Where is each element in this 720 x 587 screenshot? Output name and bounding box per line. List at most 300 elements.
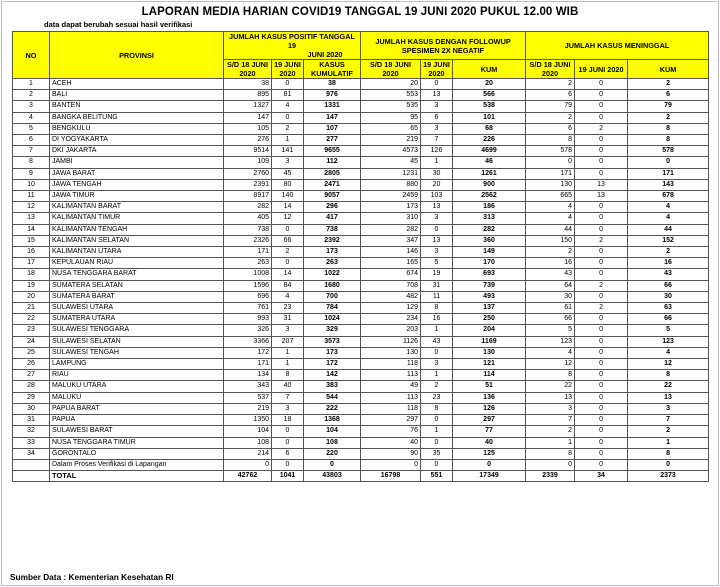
total-positive-cumulative: 43803 (304, 471, 361, 482)
row-followup-sd18: 130 (361, 347, 421, 358)
row-no: 15 (13, 235, 50, 246)
row-positive-19: 8 (272, 370, 304, 381)
row-province: SUMATERA UTARA (50, 314, 224, 325)
row-deaths-19: 0 (575, 112, 628, 123)
row-deaths-cumulative: 678 (628, 191, 709, 202)
row-positive-19: 6 (272, 448, 304, 459)
row-followup-sd18: 118 (361, 359, 421, 370)
row-no: 31 (13, 415, 50, 426)
row-positive-sd18: 1596 (224, 280, 272, 291)
total-followup-19: 551 (421, 471, 453, 482)
row-province: BANGKA BELITUNG (50, 112, 224, 123)
row-no: 28 (13, 381, 50, 392)
row-deaths-19: 0 (575, 101, 628, 112)
row-province: RIAU (50, 370, 224, 381)
row-positive-sd18: 171 (224, 247, 272, 258)
row-followup-sd18: 49 (361, 381, 421, 392)
row-followup-19: 3 (421, 247, 453, 258)
row-followup-cumulative: 226 (453, 135, 526, 146)
row-positive-sd18: 2760 (224, 168, 272, 179)
row-followup-sd18: 1126 (361, 336, 421, 347)
row-no: 25 (13, 347, 50, 358)
row-followup-19: 8 (421, 403, 453, 414)
row-positive-19: 14 (272, 202, 304, 213)
row-province: JAWA TIMUR (50, 191, 224, 202)
row-followup-cumulative: 77 (453, 426, 526, 437)
row-deaths-sd18: 22 (526, 381, 575, 392)
row-followup-sd18: 165 (361, 258, 421, 269)
row-deaths-sd18: 171 (526, 168, 575, 179)
table-row (13, 325, 709, 336)
row-no: 2 (13, 90, 50, 101)
row-province: KALIMANTAN TENGAH (50, 224, 224, 235)
row-followup-19: 3 (421, 123, 453, 134)
row-followup-19: 0 (421, 347, 453, 358)
row-followup-cumulative: 313 (453, 213, 526, 224)
row-deaths-cumulative: 0 (628, 157, 709, 168)
row-no: 23 (13, 325, 50, 336)
row-positive-cumulative: 173 (304, 247, 361, 258)
row-deaths-cumulative: 0 (628, 459, 709, 470)
row-no: 17 (13, 258, 50, 269)
table-row (13, 258, 709, 269)
row-province: BENGKULU (50, 123, 224, 134)
row-deaths-19: 2 (575, 280, 628, 291)
row-deaths-sd18: 79 (526, 101, 575, 112)
table-row (13, 269, 709, 280)
total-positive-19: 1041 (272, 471, 304, 482)
row-followup-sd18: 482 (361, 291, 421, 302)
row-positive-19: 4 (272, 291, 304, 302)
row-followup-cumulative: 360 (453, 235, 526, 246)
row-province: NUSA TENGGARA TIMUR (50, 437, 224, 448)
row-province: KALIMANTAN UTARA (50, 247, 224, 258)
row-followup-19: 1 (421, 370, 453, 381)
row-followup-cumulative: 4699 (453, 146, 526, 157)
row-positive-sd18: 993 (224, 314, 272, 325)
row-followup-sd18: 297 (361, 415, 421, 426)
row-province: SULAWESI BARAT (50, 426, 224, 437)
row-followup-sd18: 708 (361, 280, 421, 291)
header-group-deaths: JUMLAH KASUS MENINGGAL (526, 32, 709, 60)
row-no: 9 (13, 168, 50, 179)
row-deaths-sd18: 578 (526, 146, 575, 157)
row-deaths-sd18: 1 (526, 437, 575, 448)
table-row (13, 426, 709, 437)
row-province: SUMATERA SELATAN (50, 280, 224, 291)
row-deaths-sd18: 8 (526, 370, 575, 381)
row-followup-cumulative: 20 (453, 79, 526, 90)
table-row (13, 146, 709, 157)
row-followup-sd18: 310 (361, 213, 421, 224)
row-deaths-19: 0 (575, 269, 628, 280)
row-no: 8 (13, 157, 50, 168)
row-positive-sd18: 343 (224, 381, 272, 392)
row-deaths-sd18: 43 (526, 269, 575, 280)
row-deaths-cumulative: 3 (628, 403, 709, 414)
row-deaths-19: 0 (575, 146, 628, 157)
row-followup-sd18: 203 (361, 325, 421, 336)
row-deaths-cumulative: 578 (628, 146, 709, 157)
row-deaths-19: 0 (575, 135, 628, 146)
row-followup-19: 31 (421, 280, 453, 291)
row-province: MALUKU UTARA (50, 381, 224, 392)
row-followup-sd18: 76 (361, 426, 421, 437)
row-followup-cumulative: 0 (453, 459, 526, 470)
row-followup-19: 103 (421, 191, 453, 202)
header-followup-sd18: S/D 18 JUNI 2020 (361, 60, 421, 79)
row-positive-sd18: 1327 (224, 101, 272, 112)
row-province: PAPUA BARAT (50, 403, 224, 414)
row-followup-19: 43 (421, 336, 453, 347)
row-positive-cumulative: 1024 (304, 314, 361, 325)
row-followup-cumulative: 282 (453, 224, 526, 235)
row-deaths-cumulative: 8 (628, 123, 709, 134)
row-no: 29 (13, 392, 50, 403)
row-positive-sd18: 0 (224, 459, 272, 470)
row-no: 19 (13, 280, 50, 291)
row-deaths-sd18: 12 (526, 359, 575, 370)
row-positive-19: 207 (272, 336, 304, 347)
row-deaths-cumulative: 44 (628, 224, 709, 235)
row-no: 21 (13, 303, 50, 314)
row-followup-sd18: 0 (361, 459, 421, 470)
row-positive-19: 1 (272, 347, 304, 358)
row-positive-sd18: 405 (224, 213, 272, 224)
row-positive-sd18: 2326 (224, 235, 272, 246)
row-deaths-19: 0 (575, 426, 628, 437)
row-deaths-cumulative: 63 (628, 303, 709, 314)
row-followup-19: 7 (421, 135, 453, 146)
row-positive-cumulative: 1331 (304, 101, 361, 112)
row-followup-19: 20 (421, 179, 453, 190)
row-followup-19: 2 (421, 381, 453, 392)
row-positive-cumulative: 1022 (304, 269, 361, 280)
row-deaths-sd18: 6 (526, 90, 575, 101)
row-positive-19: 0 (272, 426, 304, 437)
table-row (13, 403, 709, 414)
row-followup-19: 13 (421, 235, 453, 246)
row-positive-cumulative: 222 (304, 403, 361, 414)
row-positive-sd18: 8917 (224, 191, 272, 202)
table-row (13, 112, 709, 123)
row-no: 14 (13, 224, 50, 235)
row-followup-sd18: 113 (361, 370, 421, 381)
row-province: SULAWESI UTARA (50, 303, 224, 314)
row-positive-cumulative: 3573 (304, 336, 361, 347)
table-row (13, 415, 709, 426)
row-followup-cumulative: 2562 (453, 191, 526, 202)
table-row (13, 280, 709, 291)
row-deaths-cumulative: 66 (628, 314, 709, 325)
row-province: KALIMANTAN SELATAN (50, 235, 224, 246)
row-positive-cumulative: 329 (304, 325, 361, 336)
table-row (13, 123, 709, 134)
row-deaths-19: 0 (575, 168, 628, 179)
row-deaths-19: 2 (575, 303, 628, 314)
row-no: 33 (13, 437, 50, 448)
row-deaths-sd18: 8 (526, 135, 575, 146)
row-province: KALIMANTAN BARAT (50, 202, 224, 213)
row-positive-sd18: 1350 (224, 415, 272, 426)
row-followup-cumulative: 137 (453, 303, 526, 314)
row-positive-sd18: 134 (224, 370, 272, 381)
row-positive-cumulative: 277 (304, 135, 361, 146)
row-positive-19: 40 (272, 381, 304, 392)
row-no: 30 (13, 403, 50, 414)
row-followup-cumulative: 250 (453, 314, 526, 325)
row-deaths-19: 0 (575, 459, 628, 470)
table-row (13, 101, 709, 112)
row-positive-cumulative: 107 (304, 123, 361, 134)
row-deaths-sd18: 4 (526, 213, 575, 224)
row-followup-19: 0 (421, 437, 453, 448)
row-positive-sd18: 326 (224, 325, 272, 336)
header-group-positive-line2: JUNI 2020 (307, 50, 343, 59)
row-no: 34 (13, 448, 50, 459)
row-province: MALUKU (50, 392, 224, 403)
row-deaths-19: 13 (575, 191, 628, 202)
table-body (13, 79, 709, 471)
row-deaths-cumulative: 2 (628, 426, 709, 437)
header-deaths-19: 19 JUNI 2020 (575, 60, 628, 79)
row-deaths-19: 0 (575, 448, 628, 459)
row-deaths-sd18: 2 (526, 426, 575, 437)
row-positive-cumulative: 104 (304, 426, 361, 437)
row-no: 3 (13, 101, 50, 112)
row-followup-cumulative: 493 (453, 291, 526, 302)
row-followup-19: 13 (421, 90, 453, 101)
row-positive-sd18: 109 (224, 157, 272, 168)
row-deaths-19: 0 (575, 202, 628, 213)
row-followup-cumulative: 693 (453, 269, 526, 280)
row-province: KEPULAUAN RIAU (50, 258, 224, 269)
row-deaths-19: 0 (575, 213, 628, 224)
row-positive-cumulative: 173 (304, 347, 361, 358)
row-positive-sd18: 696 (224, 291, 272, 302)
total-deaths-sd18: 2339 (526, 471, 575, 482)
row-deaths-19: 0 (575, 336, 628, 347)
row-positive-19: 0 (272, 258, 304, 269)
row-positive-cumulative: 2471 (304, 179, 361, 190)
row-followup-cumulative: 51 (453, 381, 526, 392)
row-province: BALI (50, 90, 224, 101)
row-province: Dalam Proses Verifikasi di Lapangan (50, 459, 224, 470)
row-deaths-19: 2 (575, 235, 628, 246)
row-no: 5 (13, 123, 50, 134)
row-province: SULAWESI TENGAH (50, 347, 224, 358)
table-row (13, 359, 709, 370)
row-province: GORONTALO (50, 448, 224, 459)
row-positive-cumulative: 220 (304, 448, 361, 459)
row-followup-sd18: 65 (361, 123, 421, 134)
row-deaths-cumulative: 8 (628, 448, 709, 459)
row-followup-19: 3 (421, 213, 453, 224)
row-positive-cumulative: 700 (304, 291, 361, 302)
row-followup-sd18: 113 (361, 392, 421, 403)
total-positive-sd18: 42762 (224, 471, 272, 482)
table-row (13, 224, 709, 235)
row-positive-19: 4 (272, 101, 304, 112)
row-deaths-19: 0 (575, 90, 628, 101)
row-positive-cumulative: 0 (304, 459, 361, 470)
row-followup-cumulative: 68 (453, 123, 526, 134)
row-followup-cumulative: 739 (453, 280, 526, 291)
table-row (13, 347, 709, 358)
row-followup-sd18: 674 (361, 269, 421, 280)
row-positive-sd18: 738 (224, 224, 272, 235)
table-row (13, 392, 709, 403)
row-deaths-sd18: 4 (526, 202, 575, 213)
row-followup-cumulative: 101 (453, 112, 526, 123)
header-positive-sd18: S/D 18 JUNI 2020 (224, 60, 272, 79)
row-followup-sd18: 234 (361, 314, 421, 325)
row-deaths-sd18: 150 (526, 235, 575, 246)
table-row (13, 191, 709, 202)
row-positive-19: 7 (272, 392, 304, 403)
row-followup-cumulative: 121 (453, 359, 526, 370)
row-followup-19: 1 (421, 426, 453, 437)
total-no-cell (13, 471, 50, 482)
row-province: JAWA BARAT (50, 168, 224, 179)
row-followup-cumulative: 40 (453, 437, 526, 448)
row-deaths-19: 0 (575, 370, 628, 381)
row-followup-sd18: 45 (361, 157, 421, 168)
row-positive-sd18: 147 (224, 112, 272, 123)
row-deaths-cumulative: 152 (628, 235, 709, 246)
row-deaths-19: 0 (575, 359, 628, 370)
row-positive-19: 12 (272, 213, 304, 224)
row-followup-19: 11 (421, 291, 453, 302)
row-positive-cumulative: 142 (304, 370, 361, 381)
row-positive-cumulative: 112 (304, 157, 361, 168)
row-deaths-19: 13 (575, 179, 628, 190)
row-no: 1 (13, 79, 50, 90)
row-followup-cumulative: 1261 (453, 168, 526, 179)
row-deaths-cumulative: 4 (628, 213, 709, 224)
row-positive-19: 3 (272, 403, 304, 414)
row-positive-sd18: 282 (224, 202, 272, 213)
header-positive-cumulative: KASUS KUMULATIF (304, 60, 361, 79)
row-positive-19: 141 (272, 146, 304, 157)
row-followup-19: 0 (421, 415, 453, 426)
row-no: 26 (13, 359, 50, 370)
row-deaths-sd18: 7 (526, 415, 575, 426)
row-followup-sd18: 880 (361, 179, 421, 190)
row-positive-cumulative: 9655 (304, 146, 361, 157)
row-deaths-sd18: 61 (526, 303, 575, 314)
row-followup-19: 30 (421, 168, 453, 179)
row-followup-19: 35 (421, 448, 453, 459)
row-province: SUMATERA BARAT (50, 291, 224, 302)
table-row (13, 90, 709, 101)
row-no: 24 (13, 336, 50, 347)
header-followup-19: 19 JUNI 2020 (421, 60, 453, 79)
table-row (13, 79, 709, 90)
row-deaths-cumulative: 2 (628, 79, 709, 90)
row-no: 16 (13, 247, 50, 258)
row-deaths-cumulative: 5 (628, 325, 709, 336)
row-followup-cumulative: 900 (453, 179, 526, 190)
header-group-positive-line1: JUMLAH KASUS POSITIF TANGGAL 19 (229, 32, 355, 50)
row-positive-cumulative: 784 (304, 303, 361, 314)
row-positive-sd18: 172 (224, 347, 272, 358)
row-deaths-cumulative: 66 (628, 280, 709, 291)
row-positive-cumulative: 296 (304, 202, 361, 213)
row-followup-sd18: 2459 (361, 191, 421, 202)
row-no (13, 459, 50, 470)
row-province: KALIMANTAN TIMUR (50, 213, 224, 224)
row-deaths-19: 0 (575, 437, 628, 448)
row-province: SULAWESI SELATAN (50, 336, 224, 347)
header-positive-19: 19 JUNI 2020 (272, 60, 304, 79)
row-deaths-cumulative: 2 (628, 112, 709, 123)
row-positive-sd18: 105 (224, 123, 272, 134)
row-deaths-cumulative: 7 (628, 415, 709, 426)
row-positive-19: 31 (272, 314, 304, 325)
row-deaths-sd18: 64 (526, 280, 575, 291)
row-positive-sd18: 171 (224, 359, 272, 370)
row-followup-19: 3 (421, 101, 453, 112)
covid-data-table (12, 31, 709, 482)
row-positive-sd18: 219 (224, 403, 272, 414)
row-deaths-sd18: 123 (526, 336, 575, 347)
row-province: SULAWESI TENGGARA (50, 325, 224, 336)
row-positive-cumulative: 9057 (304, 191, 361, 202)
total-followup-cumulative: 17349 (453, 471, 526, 482)
row-deaths-cumulative: 4 (628, 202, 709, 213)
row-province: DKI JAKARTA (50, 146, 224, 157)
row-no: 18 (13, 269, 50, 280)
row-deaths-cumulative: 2 (628, 247, 709, 258)
table-row (13, 135, 709, 146)
row-positive-19: 0 (272, 112, 304, 123)
row-deaths-19: 0 (575, 347, 628, 358)
row-followup-cumulative: 1169 (453, 336, 526, 347)
row-followup-sd18: 40 (361, 437, 421, 448)
row-deaths-19: 0 (575, 79, 628, 90)
row-deaths-sd18: 4 (526, 347, 575, 358)
row-positive-sd18: 108 (224, 437, 272, 448)
row-positive-19: 45 (272, 168, 304, 179)
row-followup-19: 8 (421, 303, 453, 314)
row-positive-19: 81 (272, 90, 304, 101)
table-row (13, 157, 709, 168)
row-deaths-sd18: 0 (526, 459, 575, 470)
row-positive-sd18: 761 (224, 303, 272, 314)
row-deaths-cumulative: 8 (628, 135, 709, 146)
row-positive-cumulative: 147 (304, 112, 361, 123)
row-followup-cumulative: 170 (453, 258, 526, 269)
row-no: 10 (13, 179, 50, 190)
row-deaths-sd18: 30 (526, 291, 575, 302)
row-positive-cumulative: 544 (304, 392, 361, 403)
header-deaths-cumulative: KUM (628, 60, 709, 79)
row-deaths-cumulative: 16 (628, 258, 709, 269)
row-positive-sd18: 276 (224, 135, 272, 146)
table-row (13, 314, 709, 325)
row-positive-sd18: 214 (224, 448, 272, 459)
report-title: LAPORAN MEDIA HARIAN COVID19 TANGGAL 19 JUNI 2020 PUKUL 12.00 WIB (141, 6, 579, 18)
row-positive-sd18: 38 (224, 79, 272, 90)
row-deaths-sd18: 0 (526, 157, 575, 168)
row-deaths-19: 2 (575, 123, 628, 134)
total-deaths-cumulative: 2373 (628, 471, 709, 482)
row-positive-sd18: 2391 (224, 179, 272, 190)
row-positive-19: 2 (272, 123, 304, 134)
row-positive-19: 84 (272, 280, 304, 291)
verification-note: data dapat berubah sesuai hasil verifikasi (44, 20, 193, 29)
